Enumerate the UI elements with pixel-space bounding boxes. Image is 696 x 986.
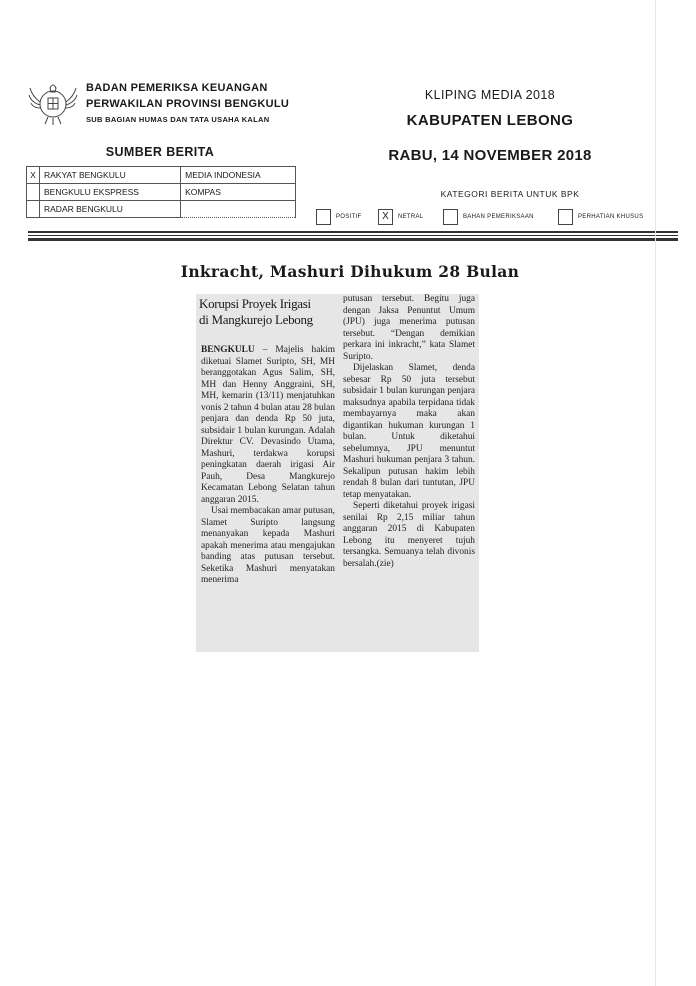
org-branch: PERWAKILAN PROVINSI BENGKULU: [86, 98, 290, 110]
article-headline: Inkracht, Mashuri Dihukum 28 Bulan: [180, 262, 520, 281]
positif-label: POSITIF: [336, 214, 362, 220]
bahan-pemeriksaan-label: BAHAN PEMERIKSAAN: [463, 214, 534, 220]
scan-page-edge: [655, 0, 656, 986]
header-rule-middle: [28, 235, 678, 236]
source-mark: [27, 201, 40, 218]
kliping-title: KLIPING MEDIA 2018: [424, 88, 556, 102]
article-paragraph: putusan tersebut. Begitu juga dengan Jaksa Penuntut Umum (JPU) juga menerima putusan tersebut. “Dengan demikian perkara ini inkracht,” kata Slamet Suripto.: [343, 294, 475, 362]
source-cell: RAKYAT BENGKULU: [40, 167, 181, 184]
org-subdivision: SUB BAGIAN HUMAS DAN TATA USAHA KALAN: [86, 115, 270, 124]
region-title: KABUPATEN LEBONG: [406, 112, 574, 129]
source-cell: BENGKULU EKSPRESS: [40, 184, 181, 201]
garuda-emblem-logo: [28, 80, 78, 126]
article-column-1: [201, 345, 335, 587]
article-paragraph: Dijelaskan Slamet, denda sebesar Rp 50 juta tersebut subsidair 1 bulan kurungan penjara maksudnya apabila terpidana tidak membayarnya maka akan digantikan hukuman kurungan 1 bulan. Untuk diketahui sebelumnya, JPU menuntut Mashuri hukuman penjara 3 tahun. Sekalipun putusan hakim lebih rendah 8 bulan dari tuntutan, JPU tetap menyatakan.: [343, 363, 475, 500]
header-rule-bottom: [28, 238, 678, 241]
bahan-pemeriksaan-checkbox[interactable]: [443, 209, 458, 225]
article-dateline: BENGKULU: [201, 345, 255, 355]
positif-checkbox[interactable]: [316, 209, 331, 225]
source-row: [27, 184, 296, 201]
source-cell: RADAR BENGKULU: [40, 201, 181, 218]
article-paragraph: Seperti diketahui proyek irigasi senilai Rp 2,15 miliar tahun anggaran 2015 di Kabupaten Lebong itu menyeret tujuh tersangka. Semuanya telah divonis bersalah.(zie): [343, 501, 475, 569]
article-kicker: [199, 296, 343, 328]
article-text: – Majelis hakim diketuai Slamet Suripto, SH, MH beranggotakan Agus Salim, SH, MH dan Henny Anggraini, SH, MH, kemarin (13/11) menjatuhkan vonis 2 tahun 4 bulan atau 28 bulan penjara dan denda Rp 50 juta, subsidair 1 bulan kurungan. Adalah Direktur CV. Devasindo Utama, Mashuri, terdakwa korupsi peningkatan daerah irigasi Air Pauh, Desa Mangkurejo Kecamatan Lebong Selatan tahun anggaran 2015.: [201, 345, 335, 505]
article-paragraph: [201, 345, 335, 506]
source-row: [27, 167, 296, 184]
org-name: BADAN PEMERIKSA KEUANGAN: [86, 82, 268, 94]
news-source-table: [26, 166, 296, 218]
source-row: [27, 201, 296, 218]
article-column-2: [343, 294, 475, 570]
netral-label: NETRAL: [398, 214, 424, 220]
article-paragraph: Usai membacakan amar putusan, Slamet Suripto langsung menanyakan kepada Mashuri apakah menerima atau mengajukan banding atas putusan tersebut. Seketika Mashuri menyatakan menerima: [201, 506, 335, 585]
category-heading: KATEGORI BERITA UNTUK BPK: [440, 189, 580, 199]
header-rule-top: [28, 231, 678, 233]
kicker-line: Korupsi Proyek Irigasi: [199, 296, 311, 311]
kicker-line: di Mangkurejo Lebong: [199, 312, 313, 327]
source-heading: SUMBER BERITA: [105, 145, 215, 159]
source-mark: X: [27, 167, 40, 184]
source-cell: [181, 201, 296, 218]
source-cell: MEDIA INDONESIA: [181, 167, 296, 184]
netral-checkbox[interactable]: X: [378, 209, 393, 225]
source-cell: KOMPAS: [181, 184, 296, 201]
perhatian-khusus-checkbox[interactable]: [558, 209, 573, 225]
perhatian-khusus-label: PERHATIAN KHUSUS: [578, 214, 644, 220]
publication-date: RABU, 14 NOVEMBER 2018: [388, 147, 592, 164]
source-mark: [27, 184, 40, 201]
